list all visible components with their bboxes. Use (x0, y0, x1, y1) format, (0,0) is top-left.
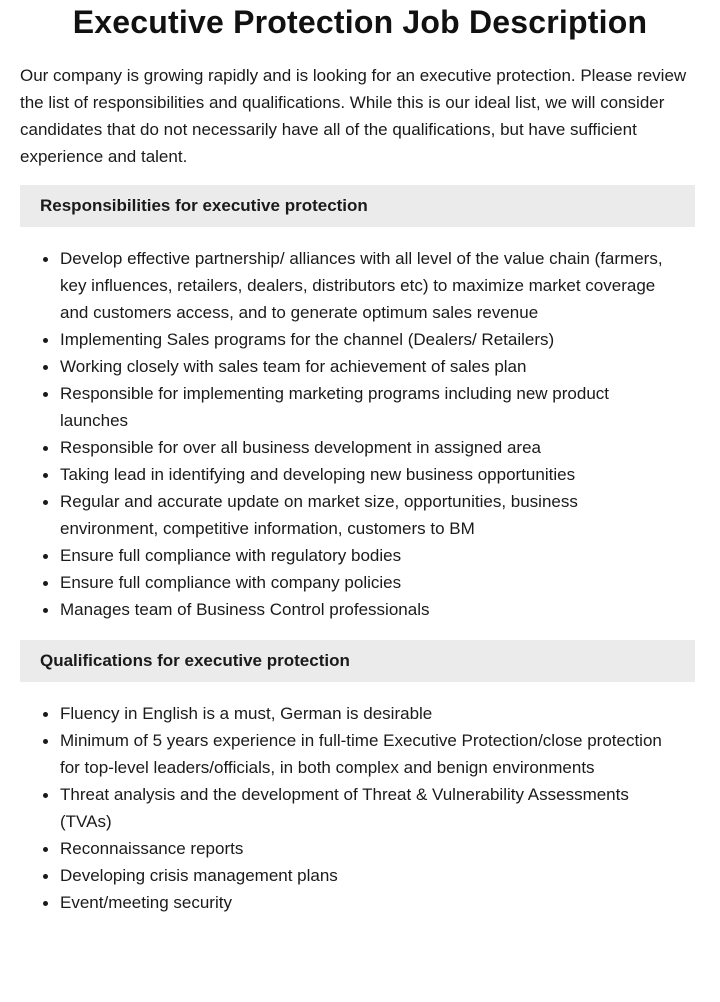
responsibilities-list (0, 245, 720, 623)
bullet-icon (43, 257, 48, 262)
list-item-text: Taking lead in identifying and developing new business opportunities (60, 465, 576, 484)
intro-paragraph: Our company is growing rapidly and is looking for an executive protection. Please review the list of responsibilities and qualifications. While this is our ideal list, we will consider candidates that do not necessarily have all of the qualifications, but have sufficient experience and talent. (20, 66, 687, 166)
list-item (60, 353, 680, 380)
list-item (60, 700, 680, 727)
list-item (60, 326, 680, 353)
list-item (60, 461, 680, 488)
bullet-icon (43, 473, 48, 478)
page-title: Executive Protection Job Description (72, 4, 648, 40)
bullet-icon (43, 581, 48, 586)
bullet-icon (43, 338, 48, 343)
list-item-text: Fluency in English is a must, German is desirable (60, 704, 433, 723)
list-item (60, 488, 680, 542)
list-item-text: Reconnaissance reports (60, 839, 244, 858)
list-item (60, 862, 680, 889)
list-item (60, 596, 680, 623)
list-item (60, 727, 680, 781)
list-item (60, 781, 680, 835)
list-item-text: Manages team of Business Control professionals (60, 600, 430, 619)
list-item-text: Responsible for implementing marketing programs including new product launches (60, 384, 609, 430)
list-item-text: Threat analysis and the development of Threat & Vulnerability Assessments (TVAs) (60, 785, 629, 831)
list-item (60, 245, 680, 326)
list-item (60, 569, 680, 596)
list-item-text: Develop effective partnership/ alliances with all level of the value chain (farmers, key influences, retailers, dealers, distributors etc) to maximize market coverage and customers access, and to generate optimum sales revenue (60, 249, 663, 322)
bullet-icon (43, 392, 48, 397)
qualifications-list (0, 700, 720, 916)
list-item-text: Developing crisis management plans (60, 866, 338, 885)
list-item-text: Event/meeting security (60, 893, 232, 912)
list-item (60, 835, 680, 862)
qualifications-heading: Qualifications for executive protection (20, 640, 695, 682)
bullet-icon (43, 446, 48, 451)
list-item (60, 542, 680, 569)
list-item-text: Minimum of 5 years experience in full-time Executive Protection/close protection for top-level leaders/officials, in both complex and benign environments (60, 731, 662, 777)
bullet-icon (43, 554, 48, 559)
bullet-icon (43, 793, 48, 798)
bullet-icon (43, 847, 48, 852)
responsibilities-heading: Responsibilities for executive protection (20, 185, 695, 227)
list-item-text: Ensure full compliance with company policies (60, 573, 402, 592)
list-item-text: Working closely with sales team for achievement of sales plan (60, 357, 527, 376)
list-item-text: Ensure full compliance with regulatory bodies (60, 546, 402, 565)
list-item (60, 889, 680, 916)
bullet-icon (43, 365, 48, 370)
list-item (60, 434, 680, 461)
bullet-icon (43, 608, 48, 613)
list-item-text: Implementing Sales programs for the channel (Dealers/ Retailers) (60, 330, 555, 349)
list-item-text: Responsible for over all business development in assigned area (60, 438, 542, 457)
bullet-icon (43, 874, 48, 879)
bullet-icon (43, 901, 48, 906)
bullet-icon (43, 500, 48, 505)
bullet-icon (43, 739, 48, 744)
list-item (60, 380, 680, 434)
bullet-icon (43, 712, 48, 717)
list-item-text: Regular and accurate update on market size, opportunities, business environment, competitive information, customers to BM (60, 492, 578, 538)
